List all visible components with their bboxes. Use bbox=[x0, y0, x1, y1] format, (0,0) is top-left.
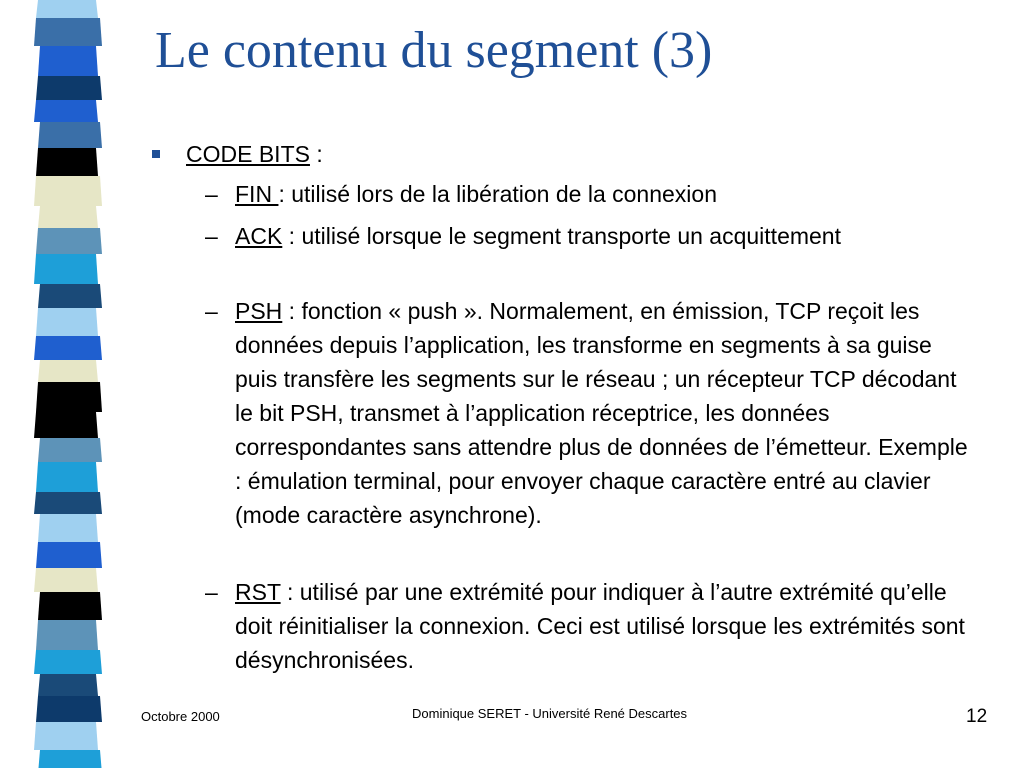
sub-item-fin bbox=[205, 177, 975, 211]
square-bullet-icon bbox=[152, 150, 160, 158]
sub-item-rst bbox=[205, 575, 975, 677]
footer-author: Dominique SERET - Université René Descartes bbox=[412, 706, 688, 721]
slide-title: Le contenu du segment (3) bbox=[155, 22, 713, 79]
dash-bullet: – bbox=[205, 223, 218, 249]
sub-item-text: : utilisé lorsque le segment transporte un acquittement bbox=[282, 223, 841, 249]
main-bullet-suffix: : bbox=[309, 141, 323, 167]
footer-date: Octobre 2000 bbox=[141, 709, 220, 724]
sub-item-term: PSH bbox=[235, 298, 283, 324]
sub-item-term: RST bbox=[235, 579, 281, 605]
sub-item-term: ACK bbox=[235, 223, 283, 249]
dash-bullet: – bbox=[205, 298, 218, 324]
sub-item-text: : fonction « push ». Normalement, en émission, TCP reçoit les données depuis l’application, les transforme en segments à sa guise puis transfère les segments sur le réseau ; un récepteur TCP décodant le bit PSH, transmet à l’application réceptrice, les données correspondantes sans attendre plus de données de l’émetteur. Exemple : émulation terminal, pour envoyer chaque caractère entré au clavier (mode caractère asynchrone). bbox=[235, 298, 968, 528]
dash-bullet: – bbox=[205, 181, 218, 207]
sub-item-term: FIN bbox=[235, 181, 279, 207]
sub-item-text: : utilisé par une extrémité pour indiquer à l’autre extrémité qu’elle doit réinitialiser la connexion. Ceci est utilisé lorsque les extrémités sont désynchronisées. bbox=[235, 579, 965, 673]
sub-item-ack bbox=[205, 219, 975, 253]
main-bullet bbox=[152, 139, 323, 169]
footer-page-number: 12 bbox=[966, 706, 988, 727]
dash-bullet: – bbox=[205, 579, 218, 605]
sub-item-psh bbox=[205, 294, 975, 532]
sub-item-text: : utilisé lors de la libération de la connexion bbox=[278, 181, 717, 207]
main-bullet-term: CODE BITS bbox=[186, 141, 310, 167]
